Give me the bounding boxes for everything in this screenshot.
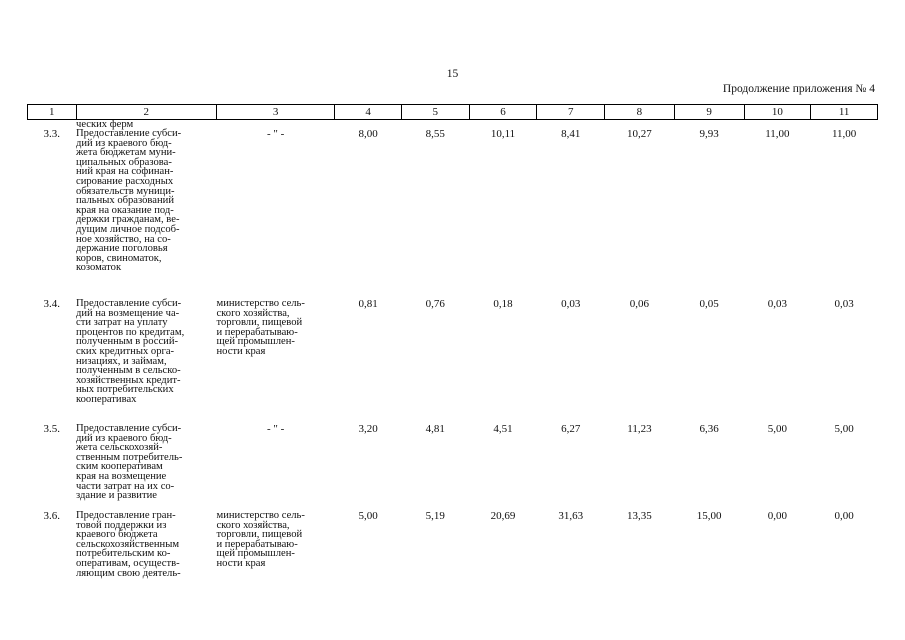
funding-value: 15,00 <box>696 510 722 522</box>
description-line: держание поголовья <box>76 243 168 255</box>
description-line: хозяйственных кредит- <box>76 374 181 386</box>
table-row <box>28 129 878 299</box>
executor-line: - " - <box>266 128 285 140</box>
description-line: сти затрат на уплату <box>76 317 168 329</box>
page-number: 15 <box>446 68 459 80</box>
table-row <box>28 511 878 606</box>
executor-line: щей промышлен- <box>216 336 295 348</box>
description-line: коров, свиноматок, <box>76 252 162 264</box>
appendix-continuation-label: Продолжение приложения № 4 <box>722 83 875 95</box>
funding-value: 0,03 <box>561 298 581 310</box>
description-line: козоматок <box>76 262 122 274</box>
description-line: дий из краевого бюд- <box>76 432 172 444</box>
executor-line: и перерабатываю- <box>216 538 298 550</box>
funding-value: 8,41 <box>561 128 581 140</box>
funding-value: 4,51 <box>493 423 513 435</box>
description-line: низациях, и займам, <box>76 355 167 367</box>
description-line: ственным потребитель- <box>76 451 183 463</box>
responsible-executor <box>216 299 334 424</box>
description-line: полученным в россий- <box>76 336 179 348</box>
funding-value: 5,00 <box>834 423 854 435</box>
executor-line: министерство сель- <box>216 510 305 521</box>
column-header: 5 <box>401 105 469 120</box>
funding-value: 9,93 <box>699 128 719 140</box>
description-line: края на оказание под- <box>76 204 174 216</box>
column-header: 2 <box>76 105 216 120</box>
funding-value: 6,27 <box>561 423 581 435</box>
description-line: части затрат на их со- <box>76 480 175 492</box>
funding-value: 0,18 <box>493 298 513 310</box>
responsible-executor <box>216 129 334 299</box>
description-line: пальных образований <box>76 195 174 207</box>
column-header: 9 <box>674 105 744 120</box>
executor-line: ского хозяйства, <box>216 307 290 319</box>
description-line: ляющим свою деятель- <box>76 567 181 579</box>
column-header: 11 <box>811 105 878 120</box>
funding-value: 8,00 <box>358 128 378 140</box>
description-line: ским кооперативам <box>76 461 163 473</box>
column-header: 7 <box>537 105 605 120</box>
funding-value: 0,76 <box>425 298 445 310</box>
executor-line: щей промышлен- <box>216 548 295 560</box>
funding-value: 5,19 <box>425 510 445 522</box>
appendix-table <box>27 104 878 606</box>
description-line: Предоставление субси- <box>76 298 182 309</box>
executor-line: торговли, пищевой <box>216 317 303 329</box>
continued-description: ческих ферм <box>76 119 134 130</box>
funding-value: 5,00 <box>358 510 378 522</box>
funding-value: 13,35 <box>627 510 652 522</box>
column-header: 3 <box>216 105 334 120</box>
responsible-executor <box>216 511 334 606</box>
description-line: сельскохозяйственным <box>76 538 180 550</box>
table-row <box>28 424 878 511</box>
description-line: обязательств муници- <box>76 185 175 197</box>
funding-value: 3,20 <box>358 423 378 435</box>
measure-description <box>76 511 216 606</box>
description-line: жета сельскохозяй- <box>76 442 163 454</box>
column-header: 8 <box>605 105 675 120</box>
executor-line: ности края <box>216 345 266 357</box>
description-line: Предоставление субси- <box>76 128 182 139</box>
row-number: 3.6. <box>43 510 60 522</box>
row-number: 3.4. <box>43 298 60 310</box>
measure-description <box>76 424 216 511</box>
description-line: края на возмещение <box>76 470 167 482</box>
description-line: дий на возмещение ча- <box>76 307 180 319</box>
description-line: ских кредитных орга- <box>76 345 175 357</box>
column-header: 4 <box>335 105 402 120</box>
funding-value: 11,23 <box>627 423 652 435</box>
description-line: жета бюджетам муни- <box>76 147 176 159</box>
description-line: дущим личное подсоб- <box>76 223 180 235</box>
description-line: краевого бюджета <box>76 529 158 541</box>
funding-value: 0,00 <box>767 510 787 522</box>
funding-value: 0,81 <box>358 298 378 310</box>
funding-value: 0,05 <box>699 298 719 310</box>
table-header-row <box>28 105 878 120</box>
row-number: 3.5. <box>43 423 60 435</box>
column-header: 1 <box>28 105 77 120</box>
description-line: ципальных образова- <box>76 156 172 168</box>
column-header: 6 <box>469 105 537 120</box>
description-line: сирование расходных <box>76 175 174 187</box>
description-line: потребительским ко- <box>76 548 171 560</box>
description-line: ний края на софинан- <box>76 166 174 178</box>
executor-line: торговли, пищевой <box>216 529 303 541</box>
measure-description <box>76 299 216 424</box>
description-line: процентов по кредитам, <box>76 326 185 338</box>
description-line: ное хозяйство, на со- <box>76 233 171 245</box>
description-line: Предоставление субси- <box>76 423 182 434</box>
funding-value: 20,69 <box>490 510 516 522</box>
funding-value: 0,03 <box>834 298 854 310</box>
funding-value: 0,06 <box>629 298 650 310</box>
responsible-executor <box>216 424 334 511</box>
funding-value: 10,27 <box>627 128 652 140</box>
description-line: товой поддержки из <box>76 519 167 531</box>
description-line: ных потребительских <box>76 384 174 396</box>
funding-value: 31,63 <box>558 510 584 522</box>
description-line: оперативам, осуществ- <box>76 557 180 569</box>
executor-line: министерство сель- <box>216 298 305 309</box>
funding-value: 5,00 <box>767 423 787 435</box>
description-line: держки гражданам, ве- <box>76 214 180 226</box>
description-line: кооперативах <box>76 393 137 405</box>
measure-description <box>76 129 216 299</box>
executor-line: ности края <box>216 557 266 569</box>
funding-value: 11,00 <box>831 128 857 140</box>
column-header: 10 <box>744 105 811 120</box>
executor-line: ского хозяйства, <box>216 519 290 531</box>
funding-value: 0,03 <box>767 298 787 310</box>
funding-value: 0,00 <box>834 510 854 522</box>
executor-line: - " - <box>266 423 285 435</box>
table-row <box>28 299 878 424</box>
description-line: здание и развитие <box>76 490 157 502</box>
funding-value: 8,55 <box>425 128 445 140</box>
description-line: дий из краевого бюд- <box>76 137 172 149</box>
funding-value: 10,11 <box>490 128 516 140</box>
description-line: полученным в сельско- <box>76 365 181 377</box>
funding-value: 6,36 <box>699 423 719 435</box>
funding-value: 4,81 <box>425 423 445 435</box>
executor-line: и перерабатываю- <box>216 326 298 338</box>
funding-value: 11,00 <box>765 128 790 140</box>
description-line: Предоставление гран- <box>76 510 176 521</box>
row-number: 3.3. <box>43 128 60 140</box>
